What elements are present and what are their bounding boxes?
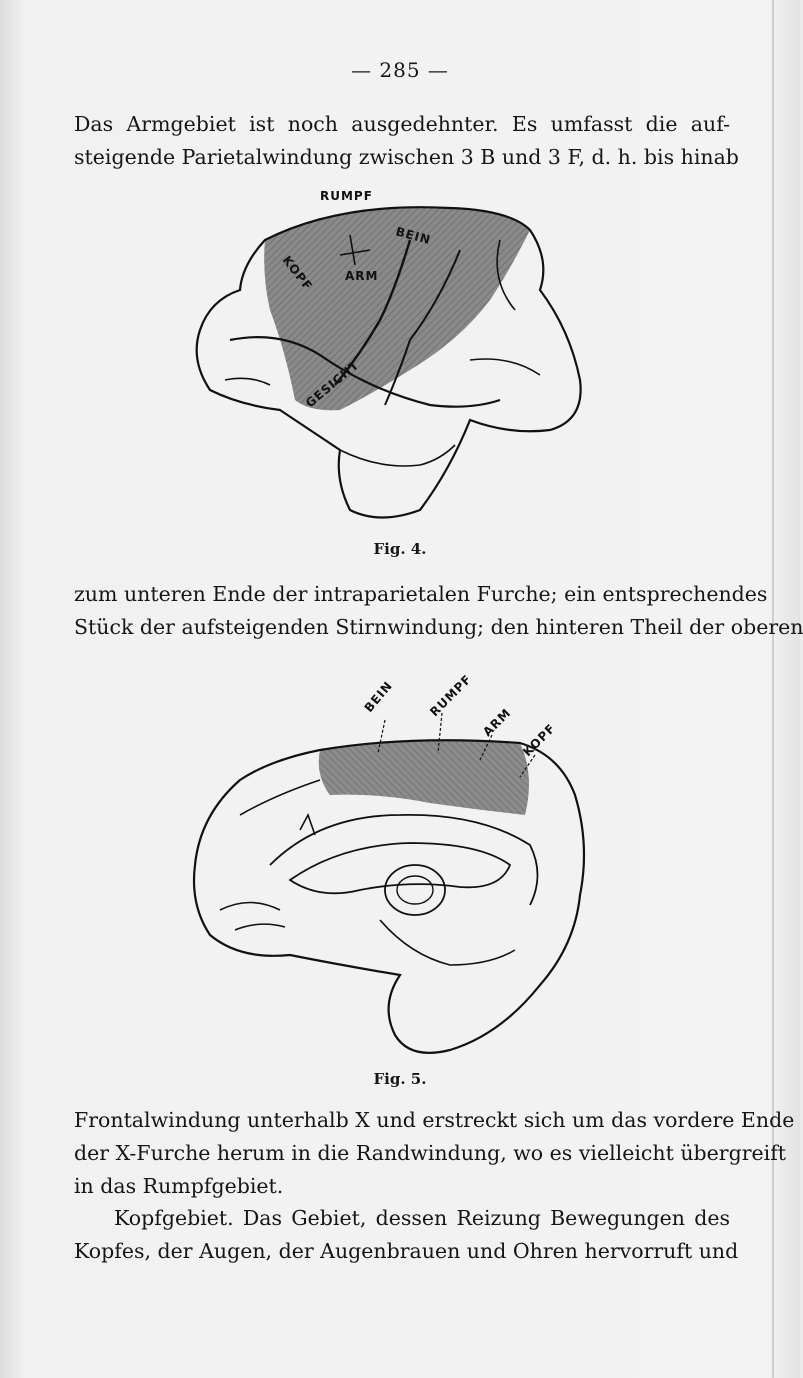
text-line <box>74 1137 787 1170</box>
page-number: — 285 — <box>351 58 449 82</box>
text-line-content: der X-Furche herum in die Randwindung, wo es vielleicht übergreift <box>74 1141 787 1165</box>
paragraph-arm-region <box>74 108 739 174</box>
text-line <box>74 611 803 644</box>
text-line-content: zum unteren Ende der intraparietalen Furche; ein entsprechendes <box>74 582 768 606</box>
label-kopf: KOPF <box>520 720 559 760</box>
label-arm: ARM <box>345 269 379 283</box>
paragraph-kopfgebiet <box>74 1202 739 1268</box>
text-line-content: in das Rumpfgebiet. <box>74 1174 284 1198</box>
sulcus-line <box>380 920 515 965</box>
figure-5-medial-brain <box>180 665 600 1065</box>
label-kopf: KOPF <box>279 253 316 294</box>
motor-area-shading <box>319 740 529 815</box>
text-line-content: Stück der aufsteigenden Stirnwindung; den hinteren Theil der oberen <box>74 615 803 639</box>
text-line-content: Das Armgebiet ist noch ausgedehnter. Es umfasst die auf- <box>74 112 730 136</box>
inner-structure <box>397 876 433 904</box>
page-edge-divider <box>772 0 774 1378</box>
figure-4-lateral-brain <box>170 180 590 550</box>
temporal-lobe-line <box>340 445 455 466</box>
sulcus-line <box>240 780 320 815</box>
sulcus-line <box>220 903 285 931</box>
paragraph-frontal <box>74 1104 795 1203</box>
sulcus-line <box>470 359 540 375</box>
text-line-content: Kopfgebiet. Das Gebiet, dessen Reizung Bewegungen des <box>114 1206 730 1230</box>
text-line <box>74 1170 730 1203</box>
text-line-content: Frontalwindung unterhalb X und erstreckt sich um das vordere Ende <box>74 1108 795 1132</box>
label-gesicht: GESICHT <box>302 357 362 411</box>
text-line <box>74 141 739 174</box>
text-line <box>74 108 730 141</box>
sulcus-line <box>225 378 270 385</box>
label-rumpf: RUMPF <box>427 671 475 720</box>
label-bein: BEIN <box>394 224 433 248</box>
label-rumpf: RUMPF <box>320 189 373 203</box>
text-line <box>74 578 768 611</box>
text-line <box>74 1202 730 1235</box>
sulcus-line <box>300 815 315 835</box>
paragraph-intraparietal <box>74 578 803 644</box>
figure-5-caption: Fig. 5. <box>373 1070 427 1088</box>
text-line-content: Kopfes, der Augen, der Augenbrauen und Ohren hervorruft und <box>74 1239 739 1263</box>
text-line <box>74 1235 739 1268</box>
label-arm: ARM <box>480 705 514 740</box>
cingulate-line <box>270 815 538 905</box>
label-bein: BEIN <box>361 678 396 715</box>
text-line-content: steigende Parietalwindung zwischen 3 B und 3 F, d. h. bis hinab <box>74 145 739 169</box>
figure-4-caption: Fig. 4. <box>373 540 427 558</box>
thalamus <box>385 865 445 915</box>
text-line <box>74 1104 795 1137</box>
